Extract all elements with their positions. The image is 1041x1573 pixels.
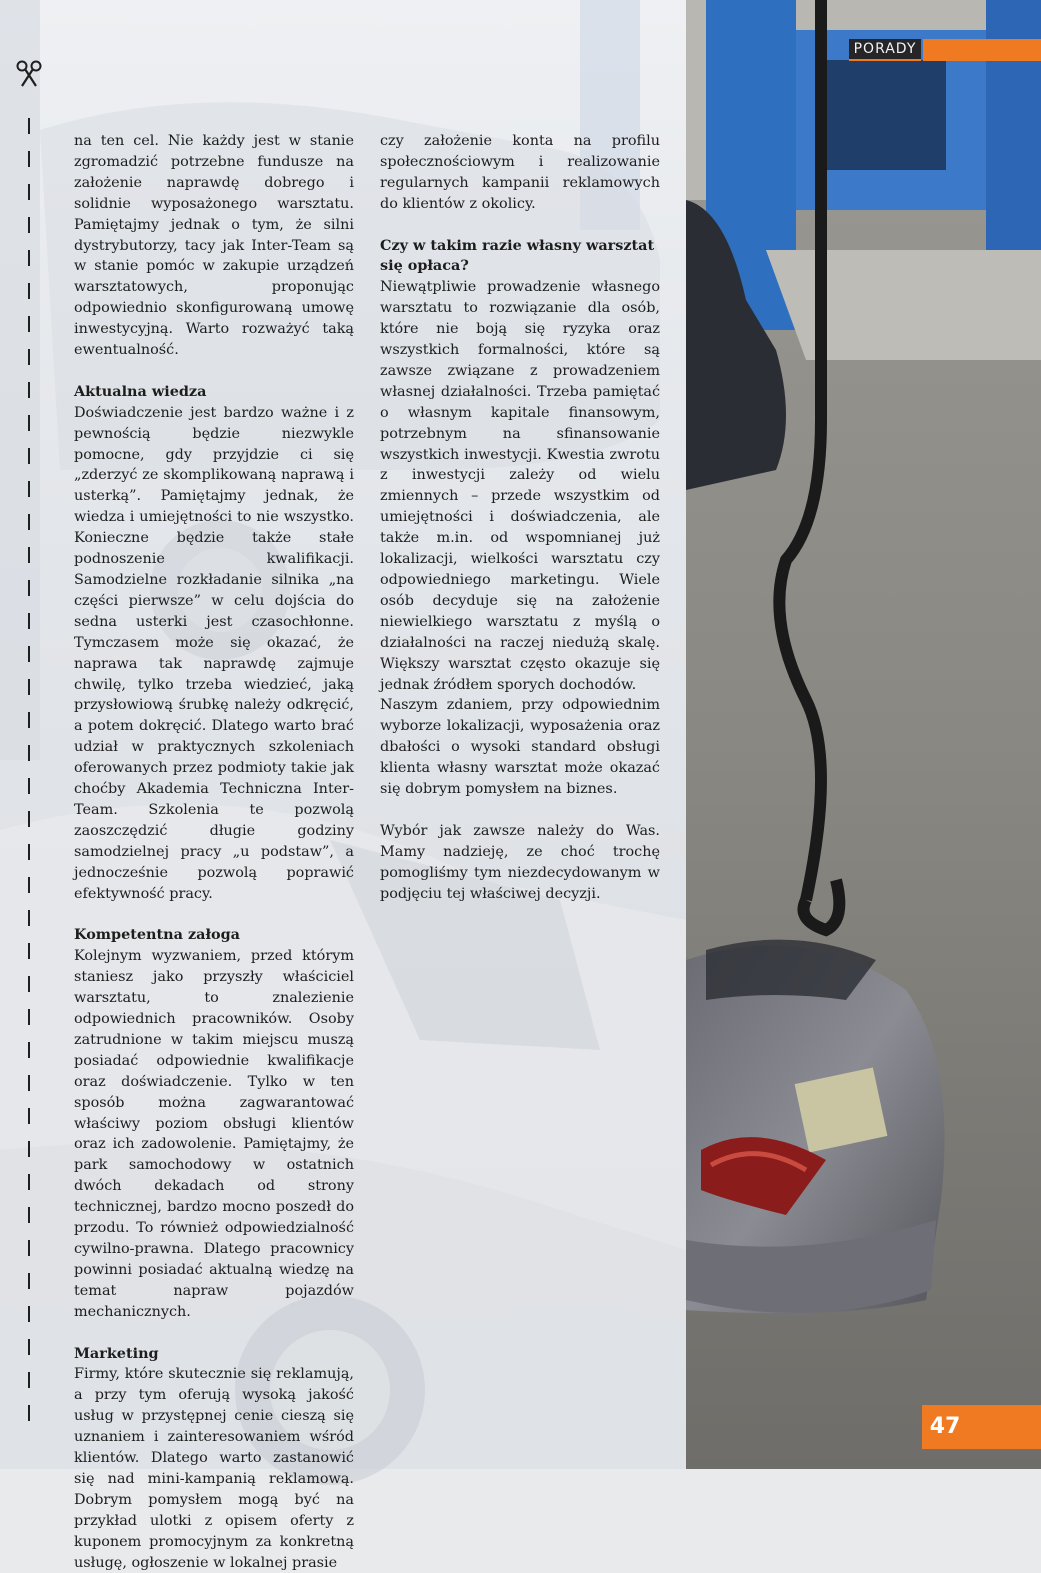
article-column-left (74, 131, 354, 1573)
cut-line (28, 118, 32, 1468)
paragraph-czy-warsztat-sie-oplaca: Niewątpliwie prowadzenie własnego warsztatu to rozwiązanie dla osób, które nie boją się ryzyka oraz wszystkich formalności, które są zawsze związane z prowadzeniem własnej działalności. Trzeba pamiętać o własnym kapitale finansowym, potrzebnym na sfinansowanie wszystkich inwestycji. Kwestia zwrotu z inwestycji zależy od wielu zmiennych – przede wszystkim od umiejętności i doświadczenia, ale także m.in. od wspomnianej już lokalizacji, wielkości warsztatu czy odpowiedniego marketingu. Wiele osób decyduje się na założenie niewielkiego warsztatu z myślą o działalności na raczej niedużą skalę. Większy warsztat często okazuje się jednak źródłem sporych dochodów. (380, 279, 660, 693)
article-column-right (380, 131, 660, 905)
page-number-box (922, 1405, 1041, 1449)
heading-aktualna-wiedza: Aktualna wiedza (74, 382, 207, 400)
page-number: 47 (929, 1414, 961, 1439)
paragraph-marketing: Firmy, które skutecznie się reklamują, a przy tym oferują wysoką jakość usług w przystępnej cenie cieszą się uznaniem i zainteresowaniem wśród klientów. Dlatego warto zastanowić się nad mini-kampanią reklamową. Dobrym pomysłem mogą być na przykład ulotki z opisem oferty z kuponem promocyjnym za konkretną usługę, ogłoszenie w lokalnej prasie (74, 1366, 354, 1571)
paragraph-marketing-continued: czy założenie konta na profilu społecznościowym i realizowanie regularnych kampanii reklamowych do klientów z okolicy. (380, 133, 660, 212)
paragraph-aktualna-wiedza: Doświadczenie jest bardzo ważne i z pewnością będzie niezwykle pomocne, gdy przyjdzie ci się „zderzyć ze skomplikowaną naprawą i usterką”. Pamiętajmy jednak, że wiedza i umiejętności to nie wszystko. Konieczne będzie także stałe podnoszenie kwalifikacji. Samodzielne rozkładanie silnika „na części pierwsze” w celu dojścia do sedna usterki jest czasochłonne. Tymczasem może się okazać, że naprawa tak naprawdę zajmuje chwilę, tylko trzeba wiedzieć, jaką przysłowiową śrubkę należy odkręcić, a potem dokręcić. Dlatego warto brać udział w praktycznych szkoleniach oferowanych przez podmioty takie jak choćby Akademia Techniczna Inter-Team. Szkolenia te pozwolą zaoszczędzić długie godziny samodzielnej pracy „u podstaw”, a jednocześnie pozwolą poprawić efektywność pracy. (74, 404, 354, 902)
heading-marketing: Marketing (74, 1344, 159, 1362)
section-label: PORADY (849, 39, 921, 61)
paragraph-kompetentna-zaloga: Kolejnym wyzwaniem, przed którym staniesz jako przyszły właściciel warsztatu, to znalezienie odpowiednich pracowników. Osoby zatrudnione w takim miejscu muszą posiadać odpowiednie kwalifikacje oraz doświadczenie. Tylko w ten sposób można zagwarantować właściwy poziom obsługi klientów oraz ich zadowolenie. Pamiętajmy, że park samochodowy w ostatnich dwóch dekadach od strony technicznej, bardzo mocno poszedł do przodu. To również odpowiedzialność cywilno-prawna. Dlatego pracownicy powinni posiadać aktualną wiedzę na temat napraw pojazdów mechanicznych. (74, 948, 354, 1320)
heading-czy-warsztat-sie-oplaca: Czy w takim razie własny warsztat się opłaca? (380, 236, 655, 275)
paragraph-conclusion: Wybór jak zawsze należy do Was. Mamy nadzieję, ze choć trochę pomogliśmy tym niezdecydowanym w podjęciu tej właściwej decyzji. (380, 822, 660, 902)
section-accent-bar (923, 39, 1041, 61)
paragraph-naszym-zdaniem: Naszym zdaniem, przy odpowiednim wyborze lokalizacji, wyposażenia oraz dbałości o wysoki standard obsługi klienta własny warsztat może okazać się dobrym pomysłem na biznes. (380, 697, 660, 798)
garage-car-photo (686, 0, 1041, 1469)
paragraph-intro-continued: na ten cel. Nie każdy jest w stanie zgromadzić potrzebne fundusze na założenie naprawdę dobrego i solidnie wyposażonego warsztatu. Pamiętajmy jednak o tym, że silni dystrybutorzy, tacy jak Inter-Team są w stanie pomóc w zakupie urządzeń warsztatowych, proponując odpowiednio skonfigurowaną umowę inwestycyjną. Warto rozważyć taką ewentualność. (74, 133, 354, 359)
workshop-photo (686, 0, 1041, 1469)
scissors-icon (14, 58, 44, 88)
heading-kompetentna-zaloga: Kompetentna załoga (74, 926, 240, 944)
